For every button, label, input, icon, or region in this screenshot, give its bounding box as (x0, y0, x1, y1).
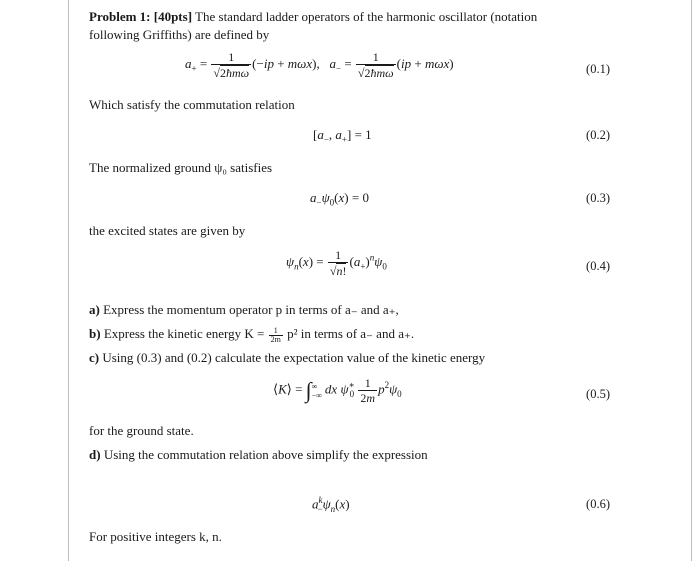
part-d (89, 445, 428, 464)
equation-number-0-1: (0.1) (586, 62, 610, 76)
equation-kinetic-expectation: ⟨K⟩ = ∫∞ −∞ dx $\psi^∗_0$ $\frac{1}{2m}$ $p^2\psi_0$ (273, 376, 402, 405)
equation-ground-state: $a_-\psi_0(x) = 0$ (310, 190, 369, 208)
page-frame (68, 0, 692, 561)
fraction-1-over-2m: $\frac{1}{2m}$ (270, 325, 281, 344)
commutation-intro: Which satisfy the commutation relation (89, 97, 295, 112)
ground-state-intro: The normalized ground ψ₀ satisfies (89, 160, 273, 175)
part-d-text: Using the commutation relation above simplify the expression (100, 447, 428, 462)
equation-number-0-3: (0.3) (586, 191, 610, 205)
equation-number-0-4: (0.4) (586, 259, 610, 273)
equation-number-0-6: (0.6) (586, 497, 610, 511)
part-a-text: Express the momentum operator p in terms of a₋ and a₊, (99, 302, 399, 317)
part-c-text: Using (0.3) and (0.2) calculate the expectation value of the kinetic energy (99, 350, 486, 365)
part-b-text-pre: Express the kinetic energy K = (100, 326, 268, 341)
part-b-text-post: p² in terms of a₋ and a₊. (283, 326, 415, 341)
excited-states-intro: the excited states are given by (89, 223, 246, 238)
equation-number-0-5: (0.5) (586, 387, 610, 401)
equation-number-0-2: (0.2) (586, 128, 610, 142)
part-b-label: b) (89, 326, 101, 341)
problem-intro-line2: following Griffiths) are defined by (89, 27, 270, 42)
equation-commutator: [$a_-$, $a_+] = 1$ (313, 127, 372, 145)
problem-points: [40pts] (153, 9, 193, 24)
part-a-label: a) (89, 302, 100, 317)
problem-intro: The standard ladder operators of the harmonic oscillator (notation (192, 9, 538, 24)
part-a (89, 300, 399, 319)
part-d-label: d) (89, 447, 101, 462)
for-ground-state-text: for the ground state. (89, 423, 194, 438)
final-note: For positive integers k, n. (89, 529, 222, 544)
part-c (89, 348, 485, 367)
equation-excited-states: $\psi_n(x)$ = $\frac{1}{√n!}$ $(a_+)^n\psi_0$ (286, 248, 387, 278)
problem-statement (89, 7, 537, 26)
problem-label: Problem 1: (89, 9, 151, 24)
equation-power-of-operator: $a^k_-\psi_n(x)$ (312, 495, 350, 514)
part-b (89, 324, 414, 344)
part-c-label: c) (89, 350, 100, 365)
equation-ladder-operators: $a_+$ = $\frac{1}{\text{√2ħmω}}$ (−ip + mωx), $a_-$ = $\frac{1}{\text{√2ħmω}}$ (ip + mωx) (185, 50, 454, 80)
